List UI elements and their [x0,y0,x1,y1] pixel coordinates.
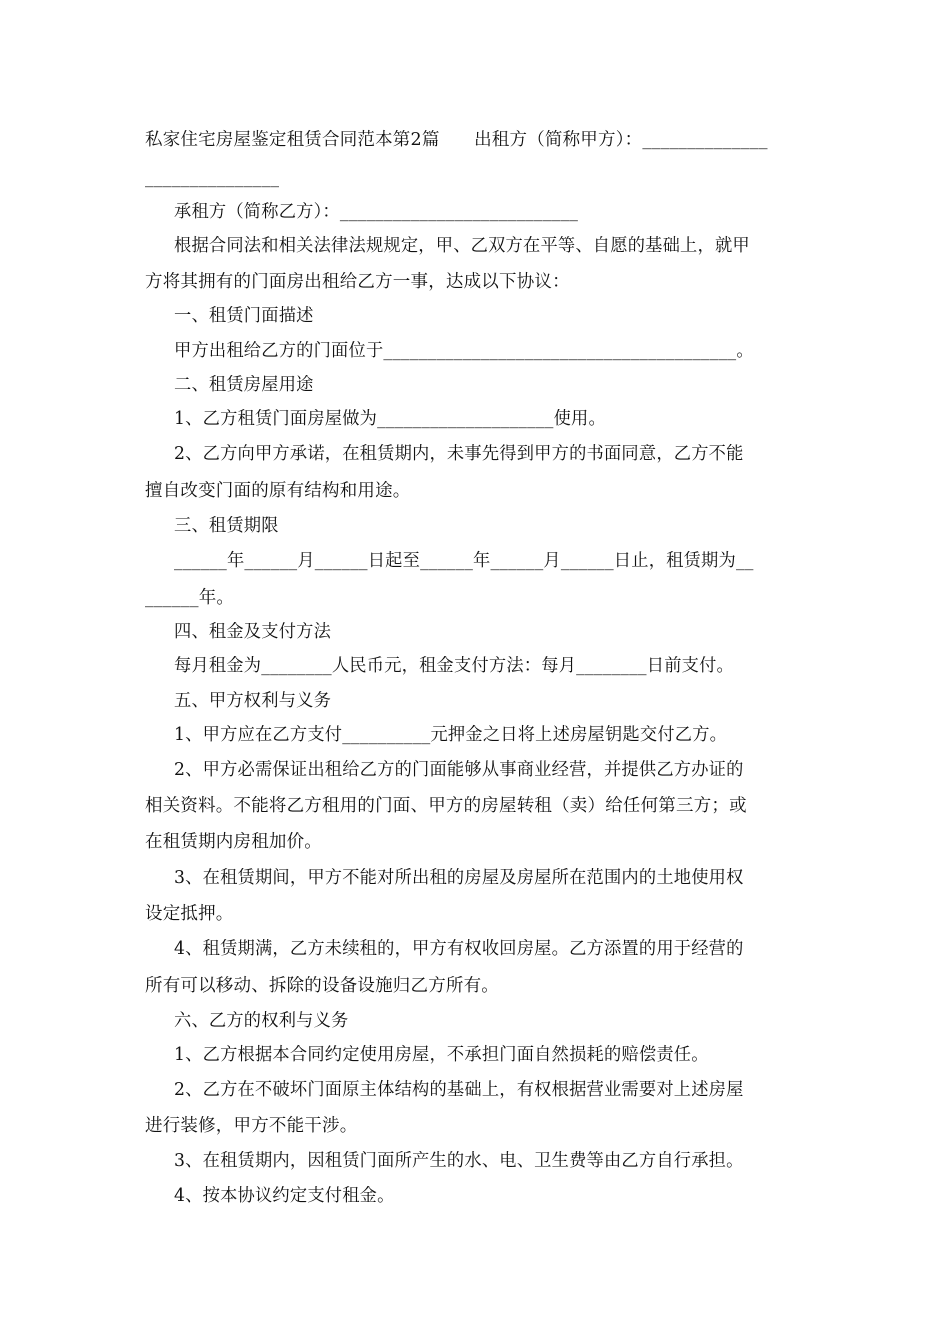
paragraph-line: 1、乙方根据本合同约定使用房屋，不承担门面自然损耗的赔偿责任。 [174,1045,709,1065]
section-heading-6: 六、乙方的权利与义务 [174,1011,349,1031]
paragraph-line: 相关资料。不能将乙方租用的门面、甲方的房屋转租（卖）给任何第三方；或 [145,796,747,816]
paragraph-line: 进行装修，甲方不能干涉。 [145,1116,358,1136]
section-heading-4: 四、租金及支付方法 [174,622,332,642]
paragraph-line: ______年______月______日起至______年______月______日止，租赁期为__ [174,551,754,571]
document-title-line: 私家住宅房屋鉴定租赁合同范本第2篇 出租方（简称甲方）：______________ [145,130,768,150]
paragraph-line: 擅自改变门面的原有结构和用途。 [145,481,411,501]
paragraph-line: 设定抵押。 [145,904,234,924]
paragraph-line: 3、在租赁期内，因租赁门面所产生的水、电、卫生费等由乙方自行承担。 [174,1151,744,1171]
paragraph-line: 2、乙方向甲方承诺，在租赁期内，未事先得到甲方的书面同意，乙方不能 [174,444,744,464]
paragraph-line: 所有可以移动、拆除的设备设施归乙方所有。 [145,976,499,996]
paragraph-line: 1、乙方租赁门面房屋做为____________________使用。 [174,409,606,429]
section-heading-3: 三、租赁期限 [174,516,279,536]
paragraph-line: 甲方出租给乙方的门面位于________________________________________。 [174,341,754,361]
preamble-line-1: 根据合同法和相关法律法规规定，甲、乙双方在平等、自愿的基础上，就甲 [174,236,750,256]
section-heading-1: 一、租赁门面描述 [174,306,314,326]
lessee-line: 承租方（简称乙方）：___________________________ [174,202,579,222]
paragraph-line: 在租赁期内房租加价。 [145,832,322,852]
paragraph-line: 1、甲方应在乙方支付__________元押金之日将上述房屋钥匙交付乙方。 [174,725,728,745]
paragraph-line: 每月租金为________人民币元，租金支付方法：每月________日前支付。 [174,656,734,676]
lessor-blank-continuation: _______________ [145,168,280,188]
preamble-line-2: 方将其拥有的门面房出租给乙方一事，达成以下协议： [145,272,570,292]
paragraph-line: 3、在租赁期间，甲方不能对所出租的房屋及房屋所在范围内的土地使用权 [174,868,744,888]
paragraph-line: ______年。 [145,588,235,608]
section-heading-2: 二、租赁房屋用途 [174,375,314,395]
paragraph-line: 2、乙方在不破坏门面原主体结构的基础上，有权根据营业需要对上述房屋 [174,1080,744,1100]
section-heading-5: 五、甲方权利与义务 [174,691,332,711]
paragraph-line: 4、按本协议约定支付租金。 [174,1186,395,1206]
paragraph-line: 2、甲方必需保证出租给乙方的门面能够从事商业经营，并提供乙方办证的 [174,760,744,780]
paragraph-line: 4、租赁期满，乙方未续租的，甲方有权收回房屋。乙方添置的用于经营的 [174,939,744,959]
